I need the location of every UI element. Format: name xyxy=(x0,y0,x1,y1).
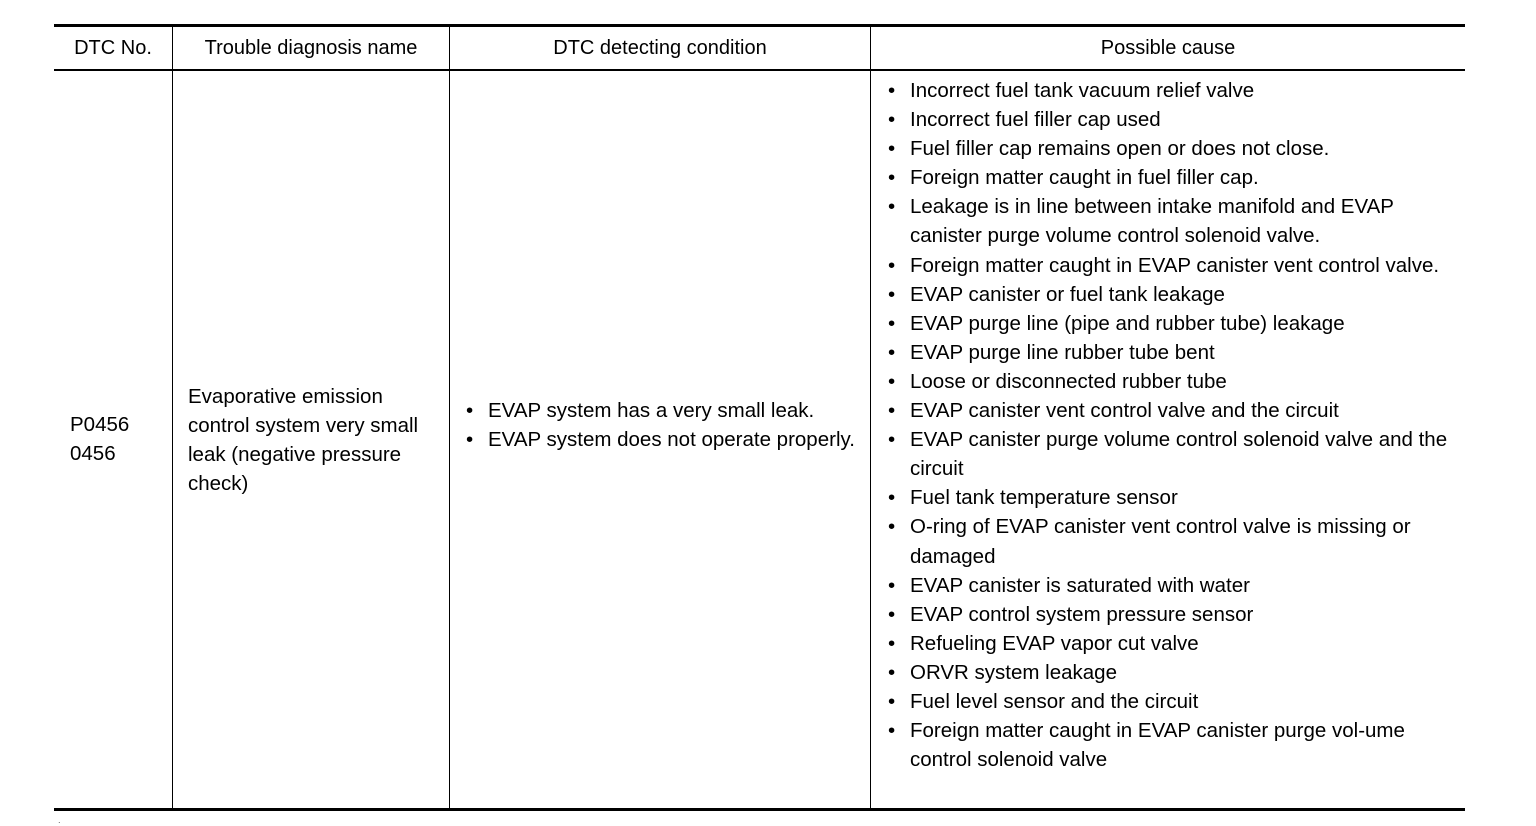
possible-cause-item xyxy=(888,76,1458,105)
header-possible-cause: Possible cause xyxy=(1100,37,1236,59)
possible-cause-item xyxy=(888,105,1458,134)
bullet-icon: • xyxy=(466,428,474,452)
possible-cause-item-text: EVAP canister vent control valve and the circuit xyxy=(910,399,1339,423)
possible-cause-item-text: Incorrect fuel tank vacuum relief valve xyxy=(910,79,1255,102)
bullet-icon: • xyxy=(888,428,896,452)
dtc-no-cell xyxy=(70,410,170,468)
possible-cause-item xyxy=(888,396,1458,425)
bullet-icon: • xyxy=(888,79,896,102)
bullet-icon: • xyxy=(888,515,896,539)
possible-cause-item xyxy=(888,251,1458,280)
column-divider xyxy=(449,27,450,808)
column-divider xyxy=(172,27,173,808)
possible-cause-item-text: ORVR system leakage xyxy=(910,660,1117,684)
detecting-condition-item-text: EVAP system has a very small leak. xyxy=(488,399,815,422)
possible-cause-item xyxy=(888,425,1458,483)
possible-cause-item xyxy=(888,483,1458,512)
bullet-icon: • xyxy=(888,137,896,161)
possible-cause-item xyxy=(888,192,1458,250)
possible-cause-item-text: Foreign matter caught in EVAP canister purge vol-ume control solenoid valve xyxy=(910,719,1405,772)
bullet-icon: • xyxy=(888,486,896,510)
possible-cause-item-text: EVAP canister purge volume control solenoid valve and the circuit xyxy=(910,428,1448,481)
possible-cause-item-text: EVAP purge line rubber tube bent xyxy=(910,340,1215,364)
possible-cause-item xyxy=(888,716,1458,774)
possible-cause-item-text: EVAP purge line (pipe and rubber tube) leakage xyxy=(910,311,1345,335)
bullet-icon: • xyxy=(466,399,474,422)
possible-cause-item xyxy=(888,571,1458,600)
bullet-icon: • xyxy=(888,108,896,132)
possible-cause-item-text: Incorrect fuel filler cap used xyxy=(910,108,1161,132)
possible-cause-item xyxy=(888,309,1458,338)
possible-cause-item-text: EVAP control system pressure sensor xyxy=(910,602,1254,626)
possible-cause-item xyxy=(888,338,1458,367)
column-divider xyxy=(870,27,871,808)
possible-cause-item-text: EVAP canister or fuel tank leakage xyxy=(910,282,1225,306)
possible-cause-item-text: Refueling EVAP vapor cut valve xyxy=(910,631,1199,655)
possible-cause-item-text: Fuel filler cap remains open or does not close. xyxy=(910,137,1330,161)
possible-cause-item-text: Fuel tank temperature sensor xyxy=(910,486,1178,510)
possible-cause-item xyxy=(888,658,1458,687)
possible-cause-item xyxy=(888,163,1458,192)
possible-cause-item xyxy=(888,629,1458,658)
detecting-condition-item-text: EVAP system does not operate properly. xyxy=(488,428,855,452)
header-dtc-detecting-condition: DTC detecting condition xyxy=(553,37,767,59)
possible-cause-item-text: O-ring of EVAP canister vent control valve is missing or damaged xyxy=(910,515,1411,568)
bullet-icon: • xyxy=(888,631,896,655)
bullet-icon: • xyxy=(888,399,896,423)
header-divider xyxy=(54,69,1465,71)
bullet-icon: • xyxy=(888,166,896,190)
bullet-icon: • xyxy=(888,573,896,597)
bullet-icon: • xyxy=(888,195,896,219)
bullet-icon: • xyxy=(888,311,896,335)
dtc-code: 0456 xyxy=(70,442,116,466)
possible-cause-item-text: Foreign matter caught in EVAP canister vent control valve. xyxy=(910,253,1440,277)
possible-cause-item-text: EVAP canister is saturated with water xyxy=(910,573,1250,597)
bullet-icon: • xyxy=(888,660,896,684)
possible-cause-list xyxy=(888,76,1458,774)
bullet-icon: • xyxy=(888,602,896,626)
bullet-icon: • xyxy=(888,689,896,713)
possible-cause-item-text: Foreign matter caught in fuel filler cap. xyxy=(910,166,1259,190)
header-trouble-diagnosis-name: Trouble diagnosis name xyxy=(204,37,418,59)
detecting-condition-list xyxy=(466,396,866,454)
possible-cause-item-text: Loose or disconnected rubber tube xyxy=(910,369,1227,393)
scan-artifact: . xyxy=(58,816,62,825)
dtc-table xyxy=(54,24,1465,811)
possible-cause-item-text: Leakage is in line between intake manifold and EVAP canister purge volume control solenoid valve. xyxy=(910,195,1394,248)
dtc-code: P0456 xyxy=(70,413,130,436)
bullet-icon: • xyxy=(888,282,896,306)
bullet-icon: • xyxy=(888,340,896,364)
detecting-condition-item xyxy=(466,396,866,425)
possible-cause-item-text: Fuel level sensor and the circuit xyxy=(910,689,1199,713)
possible-cause-item xyxy=(888,280,1458,309)
header-dtc-no: DTC No. xyxy=(74,37,152,59)
possible-cause-item xyxy=(888,134,1458,163)
bullet-icon: • xyxy=(888,719,896,743)
possible-cause-item xyxy=(888,600,1458,629)
trouble-name-cell: Evaporative emission control system very small leak (negative pressure check) xyxy=(188,385,419,496)
possible-cause-item xyxy=(888,687,1458,716)
detecting-condition-item xyxy=(466,425,866,454)
bullet-icon: • xyxy=(888,369,896,393)
possible-cause-item xyxy=(888,512,1458,570)
bullet-icon: • xyxy=(888,253,896,277)
possible-cause-item xyxy=(888,367,1458,396)
